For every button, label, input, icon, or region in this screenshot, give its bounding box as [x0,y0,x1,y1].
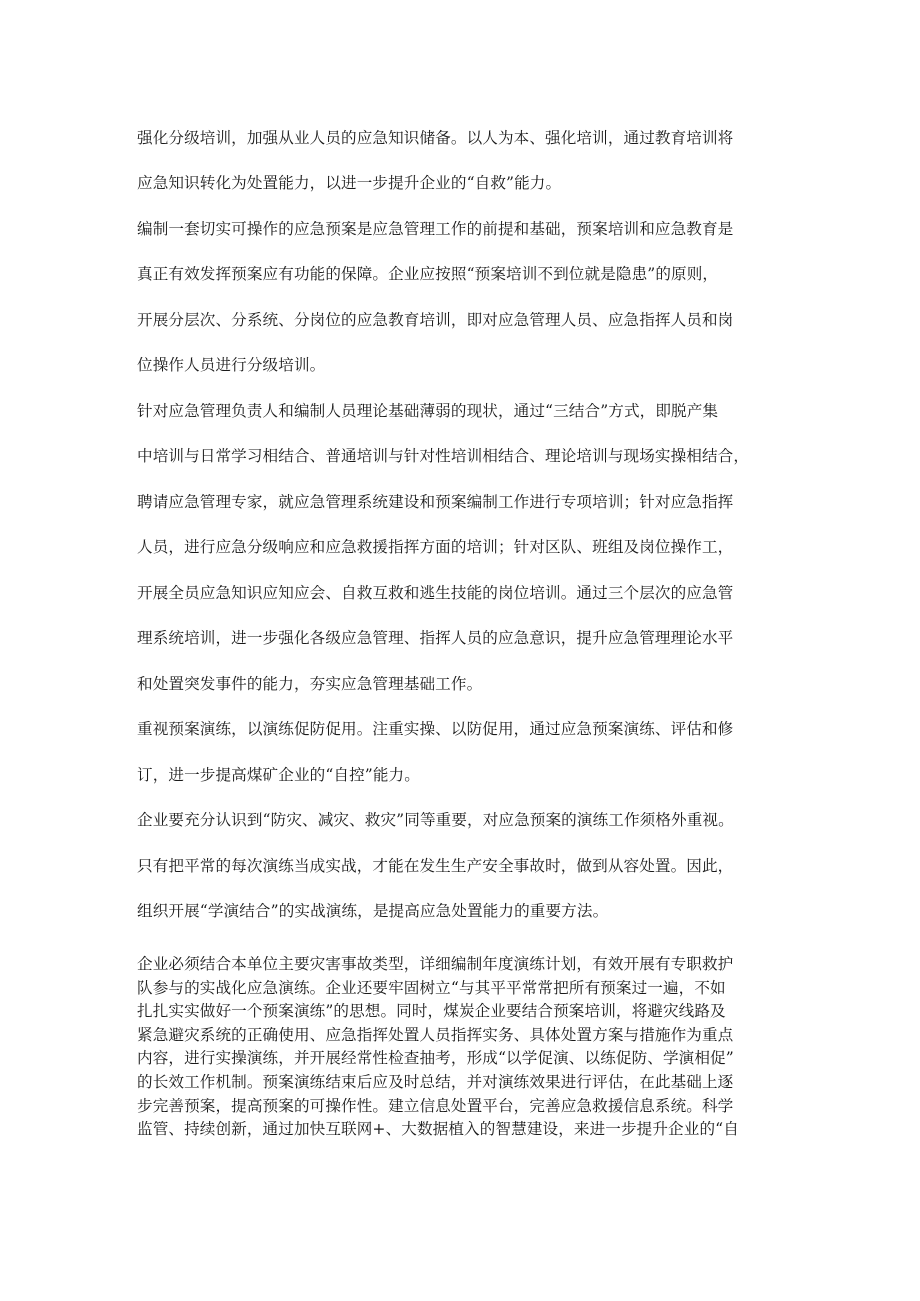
text-line: 只有把平常的每次演练当成实战，才能在发生生产安全事故时，做到从容处置。因此， [137,857,734,875]
text-line: 企业必须结合本单位主要灾害事故类型，详细编制年度演练计划，有效开展有专职救护 [137,955,734,973]
text-line: 监管、持续创新，通过加快互联网+、大数据植入的智慧建设，来进一步提升企业的“自 [137,1120,739,1138]
text-line: 理系统培训，进一步强化各级应急管理、指挥人员的应急意识，提升应急管理理论水平 [137,629,734,647]
text-line: 扎扎实实做好一个预案演练”的思想。同时，煤炭企业要结合预案培训，将避灾线路及 [137,1002,726,1020]
text-line: 和处置突发事件的能力，夯实应急管理基础工作。 [137,675,483,693]
text-line: 中培训与日常学习相结合、普通培训与针对性培训相结合、理论培训与现场实操相结合， [137,447,750,465]
text-line: 内容，进行实操演练，并开展经常性检查抽考，形成“以学促演、以练促防、学演相促” [137,1049,734,1067]
text-line: 聘请应急管理专家，就应急管理系统建设和预案编制工作进行专项培训；针对应急指挥 [137,493,734,511]
text-line: 编制一套切实可操作的应急预案是应急管理工作的前提和基础，预案培训和应急教育是 [137,220,734,238]
text-line: 开展分层次、分系统、分岗位的应急教育培训，即对应急管理人员、应急指挥人员和岗 [137,311,734,329]
text-line: 组织开展“学演结合”的实战演练，是提高应急处置能力的重要方法。 [137,902,609,920]
text-line: 企业要充分认识到“防灾、减灾、救灾”同等重要，对应急预案的演练工作须格外重视。 [137,811,734,829]
text-line: 队参与的实战化应急演练。企业还要牢固树立“与其平平常常把所有预案过一遍，不如 [137,979,726,997]
text-line: 开展全员应急知识应知应会、自救互救和逃生技能的岗位培训。通过三个层次的应急管 [137,584,734,602]
text-line: 人员，进行应急分级响应和应急救援指挥方面的培训；针对区队、班组及岗位操作工， [137,538,734,556]
text-line: 步完善预案，提高预案的可操作性。建立信息处置平台，完善应急救援信息系统。科学 [137,1097,734,1115]
text-line: 针对应急管理负责人和编制人员理论基础薄弱的现状，通过“三结合”方式，即脱产集 [137,402,719,420]
text-line: 紧急避灾系统的正确使用、应急指挥处置人员指挥实务、具体处置方案与措施作为重点 [137,1026,734,1044]
text-line: 订，进一步提高煤矿企业的“自控”能力。 [137,766,420,784]
text-line: 的长效工作机制。预案演练结束后应及时总结，并对演练效果进行评估，在此基础上逐 [137,1073,734,1091]
text-line: 位操作人员进行分级培训。 [137,356,326,374]
text-line: 重视预案演练，以演练促防促用。注重实操、以防促用，通过应急预案演练、评估和修 [137,720,734,738]
text-line: 应急知识转化为处置能力，以进一步提升企业的“自救”能力。 [137,174,562,192]
text-line: 强化分级培训，加强从业人员的应急知识储备。以人为本、强化培训，通过教育培训将 [137,129,734,147]
text-line: 真正有效发挥预案应有功能的保障。企业应按照“预案培训不到位就是隐患”的原则， [137,265,719,283]
